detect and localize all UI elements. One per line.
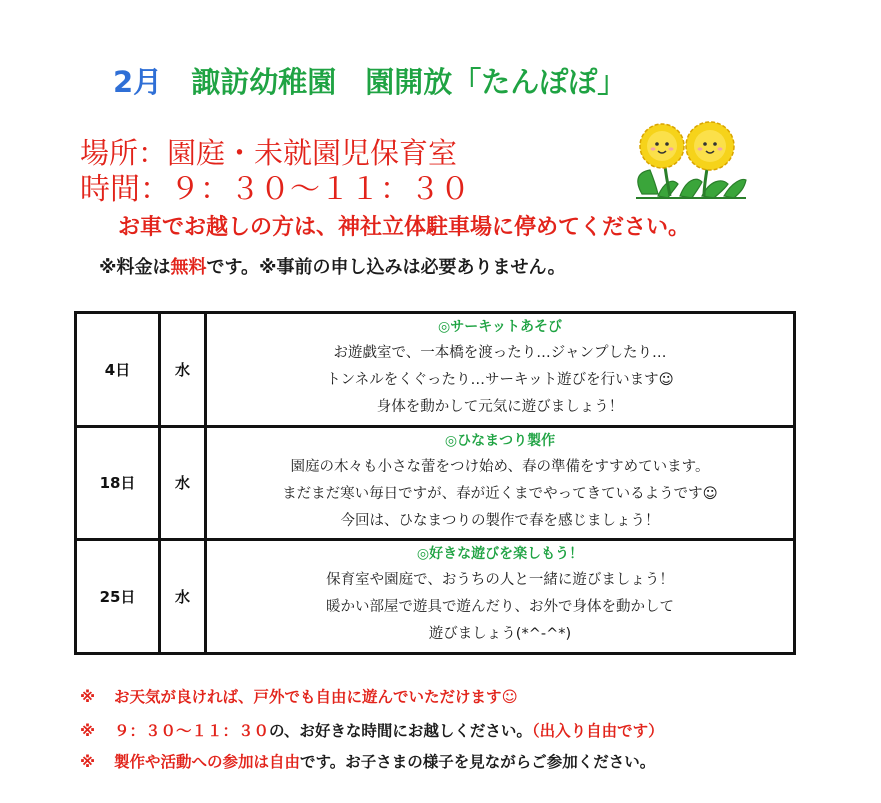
note-red-text: ９：３０～１１：３０ [114,722,270,740]
event-title: ◎サーキットあそび [438,319,562,335]
event-description [206,540,795,654]
dandelion-flowers-icon [628,120,750,200]
schedule-table [74,311,796,655]
note-red-text: 製作や活動への参加は自由 [114,753,301,771]
note-mark: ※ [80,722,96,740]
time-info: 時間：９：３０～１１：３０ [80,172,470,207]
fee-notice [99,252,566,284]
event-date: 18日 [76,426,160,540]
table-row [76,313,795,427]
event-line: トンネルをくぐったり…サーキット遊びを行います☺ [326,372,674,388]
note-mark: ※ [80,753,96,771]
title-text: 諏訪幼稚園 園開放「たんぽぽ」 [162,65,627,99]
table-row [76,540,795,654]
note-red-suffix: （出入り自由です） [531,722,664,740]
place-info: 場所：園庭・未就園児保育室 [80,136,458,170]
event-line: お遊戯室で、一本橋を渡ったり…ジャンプしたり… [333,345,667,361]
event-weekday: 水 [160,426,206,540]
event-weekday: 水 [160,313,206,427]
parking-notice: お車でお越しの方は、神社立体駐車場に停めてください。 [118,215,691,240]
note-hours [80,718,664,744]
event-line: 暖かい部屋で遊具で遊んだり、お外で身体を動かして [326,599,674,616]
fee-prefix: ※料金は [99,257,171,278]
note-weather [80,684,518,710]
event-description [206,426,795,540]
event-weekday: 水 [160,540,206,654]
table-row [76,426,795,540]
note-text: の、お好きな時間にお越しください。 [269,722,532,740]
note-participation [80,749,655,775]
note-text: です。お子さまの様子を見ながらご参加ください。 [300,753,656,771]
fee-suffix: です。※事前の申し込みは必要ありません。 [206,257,566,278]
page-title [113,60,753,104]
fee-free: 無料 [170,257,207,278]
event-title: ◎ひなまつり製作 [444,432,556,449]
title-month: 2月 [113,65,163,99]
event-title: ◎好きな遊びを楽しもう！ [416,546,584,563]
event-line: 今回は、ひなまつりの製作で春を感じましょう！ [340,512,660,529]
event-line: 保育室や園庭で、おうちの人と一緒に遊びましょう！ [326,572,674,589]
event-date: 4日 [76,313,160,427]
event-line: 遊びましょう(*^-^*) [428,626,572,643]
note-mark: ※ [80,688,96,706]
event-line: 身体を動かして元気に遊びましょう！ [376,399,624,415]
event-line: 園庭の木々も小さな蕾をつけ始め、春の準備をすすめています。 [290,458,710,475]
event-line: まだまだ寒い毎日ですが、春が近くまでやってきているようです☺ [282,485,718,502]
note-red-text: お天気が良ければ、戸外でも自由に遊んでいただけます☺ [114,688,518,706]
event-description [206,313,795,427]
event-date: 25日 [76,540,160,654]
